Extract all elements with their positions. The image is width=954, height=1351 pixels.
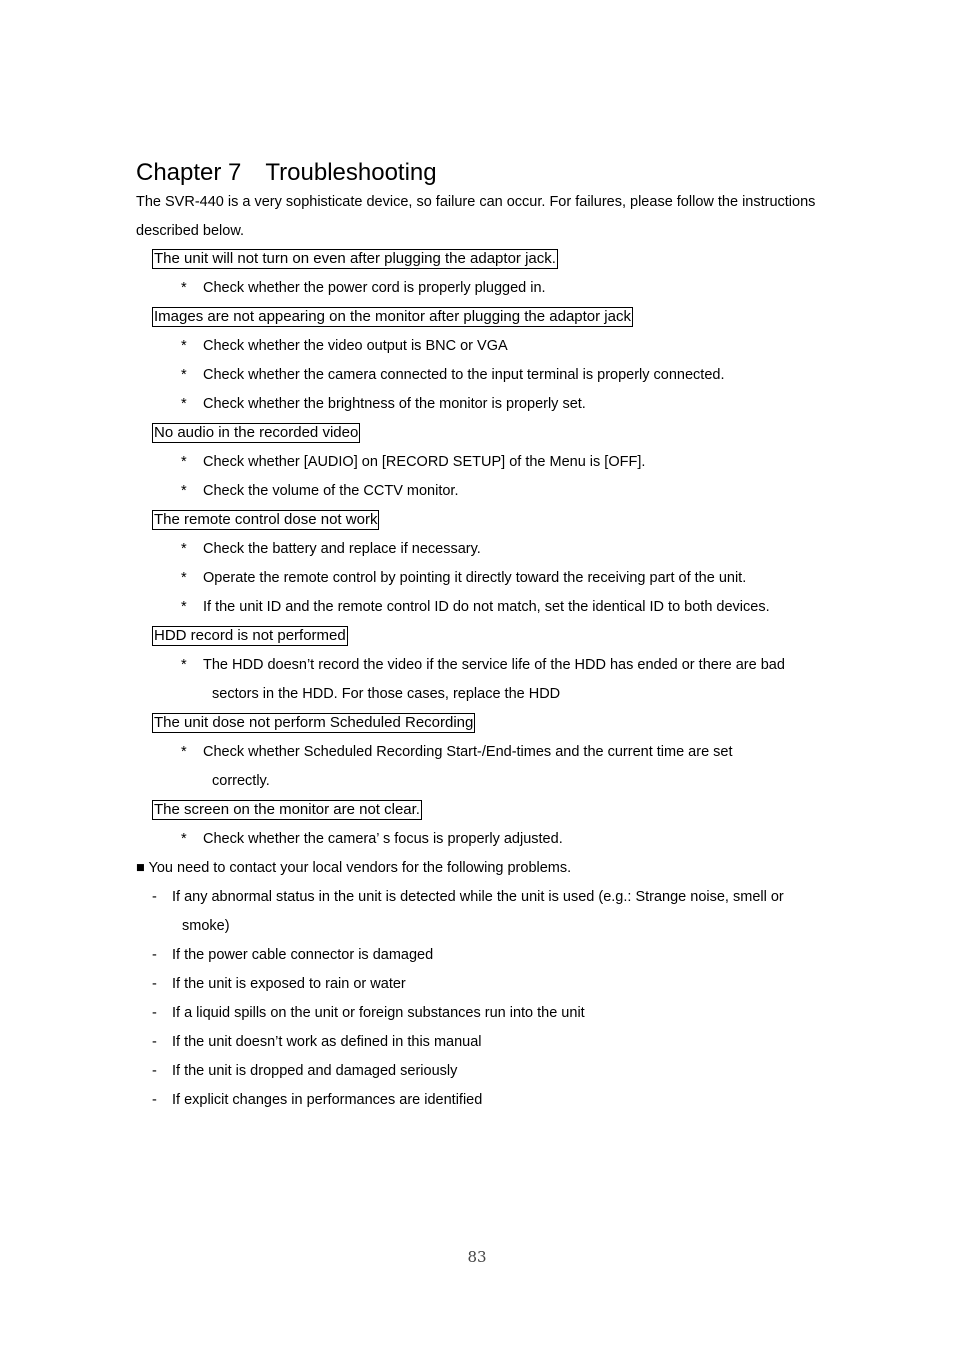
check-item-text: Check whether the video output is BNC or VGA [203, 338, 508, 354]
check-item-text: Check whether the camera connected to the input terminal is properly connected. [203, 367, 725, 383]
dash-bullet: - [152, 1063, 157, 1079]
star-bullet: * [181, 831, 187, 847]
star-bullet: * [181, 744, 187, 760]
section-heading-row [136, 245, 836, 274]
vendor-item [136, 1057, 836, 1086]
check-item [136, 477, 836, 506]
star-bullet: * [181, 367, 187, 383]
vendor-item [136, 883, 836, 912]
section-heading: The screen on the monitor are not clear. [154, 801, 420, 819]
check-item-text: Check whether Scheduled Recording Start-/End-times and the current time are set [203, 744, 733, 760]
section-heading-row [136, 622, 836, 651]
troubleshooting-list [136, 245, 836, 1115]
star-bullet: * [181, 541, 187, 557]
check-item-text: Check whether [AUDIO] on [RECORD SETUP] of the Menu is [OFF]. [203, 454, 646, 470]
check-item-text: Check the battery and replace if necessary. [203, 541, 481, 557]
vendor-item-text: If the power cable connector is damaged [172, 947, 434, 963]
vendor-item-continuation: smoke) [182, 918, 230, 934]
check-item [136, 361, 836, 390]
check-item [136, 448, 836, 477]
check-item-continuation: sectors in the HDD. For those cases, replace the HDD [212, 686, 561, 702]
vendor-note: ■ You need to contact your local vendors for the following problems. [136, 860, 572, 876]
vendor-item-text: If explicit changes in performances are identified [172, 1092, 483, 1108]
vendor-item-text: If the unit doesn’t work as defined in this manual [172, 1034, 482, 1050]
section-heading-row [136, 303, 836, 332]
check-item [136, 593, 836, 622]
dash-bullet: - [152, 1005, 157, 1021]
section-heading: Images are not appearing on the monitor after plugging the adaptor jack [154, 308, 631, 326]
vendor-item-text: If a liquid spills on the unit or foreign substances run into the unit [172, 1005, 585, 1021]
page-number: 83 [467, 1248, 487, 1266]
section-heading: HDD record is not performed [154, 627, 346, 645]
section-heading-row [136, 709, 836, 738]
check-item-text: Operate the remote control by pointing it directly toward the receiving part of the unit. [203, 570, 747, 586]
intro-paragraph: The SVR-440 is a very sophisticate device, so failure can occur. For failures, please follow the instructions described below. [136, 194, 816, 239]
star-bullet: * [181, 599, 187, 615]
vendor-item [136, 1086, 836, 1115]
check-item-text: The HDD doesn’t record the video if the service life of the HDD has ended or there are bad [203, 657, 785, 673]
section-heading-row [136, 506, 836, 535]
check-item [136, 390, 836, 419]
star-bullet: * [181, 454, 187, 470]
vendor-item-text: If any abnormal status in the unit is detected while the unit is used (e.g.: Strange noise, smell or [172, 889, 784, 905]
check-item-text: Check whether the camera’ s focus is properly adjusted. [203, 831, 563, 847]
star-bullet: * [181, 280, 187, 296]
vendor-item [136, 941, 836, 970]
check-item-text: Check the volume of the CCTV monitor. [203, 483, 459, 499]
check-item [136, 535, 836, 564]
check-item [136, 651, 836, 680]
vendor-item [136, 970, 836, 999]
check-item [136, 825, 836, 854]
check-item-text: Check whether the power cord is properly plugged in. [203, 280, 546, 296]
star-bullet: * [181, 570, 187, 586]
check-item-text: If the unit ID and the remote control ID do not match, set the identical ID to both devices. [203, 599, 770, 615]
section-heading-row [136, 419, 836, 448]
section-heading: The remote control dose not work [154, 511, 378, 529]
dash-bullet: - [152, 1092, 157, 1108]
dash-bullet: - [152, 976, 157, 992]
star-bullet: * [181, 338, 187, 354]
check-item [136, 564, 836, 593]
section-heading: No audio in the recorded video [154, 424, 359, 442]
star-bullet: * [181, 396, 187, 412]
check-item [136, 274, 836, 303]
star-bullet: * [181, 483, 187, 499]
check-item-continuation: correctly. [212, 773, 270, 789]
dash-bullet: - [152, 947, 157, 963]
check-item [136, 738, 836, 767]
section-heading-row [136, 796, 836, 825]
check-item-text: Check whether the brightness of the monitor is properly set. [203, 396, 586, 412]
dash-bullet: - [152, 1034, 157, 1050]
dash-bullet: - [152, 889, 157, 905]
vendor-item [136, 1028, 836, 1057]
vendor-item-text: If the unit is exposed to rain or water [172, 976, 406, 992]
vendor-item [136, 999, 836, 1028]
section-heading: The unit will not turn on even after plugging the adaptor jack. [154, 250, 556, 268]
check-item [136, 332, 836, 361]
section-heading: The unit dose not perform Scheduled Recording [154, 714, 474, 732]
star-bullet: * [181, 657, 187, 673]
chapter-title: Chapter 7 Troubleshooting [136, 159, 437, 186]
vendor-item-text: If the unit is dropped and damaged seriously [172, 1063, 458, 1079]
